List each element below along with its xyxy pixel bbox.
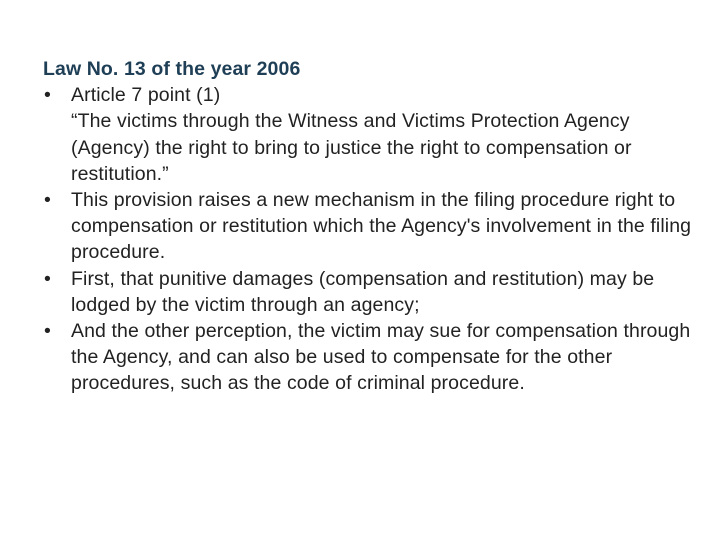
slide-content [43, 56, 693, 397]
quoted-provision: “The victims through the Witness and Victims Protection Agency (Agency) the right to bring to justice the right to compensation or restitution.” [71, 110, 632, 185]
slide-heading: Law No. 13 of the year 2006 [43, 58, 301, 80]
bullet-icon: • [44, 84, 51, 107]
bullet-icon: • [44, 267, 51, 290]
list-item [43, 82, 693, 187]
bullet-list [43, 82, 693, 396]
list-item [43, 266, 693, 318]
bullet-text-first: First, that punitive damages (compensation and restitution) may be lodged by the victim through an agency; [71, 267, 655, 316]
list-item [43, 187, 693, 266]
bullet-icon: • [44, 320, 51, 343]
bullet-icon: • [44, 189, 51, 212]
bullet-text-mechanism: This provision raises a new mechanism in the filing procedure right to compensation or restitution which the Agency's involvement in the filing procedure. [71, 189, 692, 264]
bullet-text-other-perception: And the other perception, the victim may sue for compensation through the Agency, and can also be used to compensate for the other procedures, such as the code of criminal procedure. [71, 320, 691, 395]
list-item [43, 318, 693, 397]
bullet-text-article: Article 7 point (1) [71, 84, 221, 107]
